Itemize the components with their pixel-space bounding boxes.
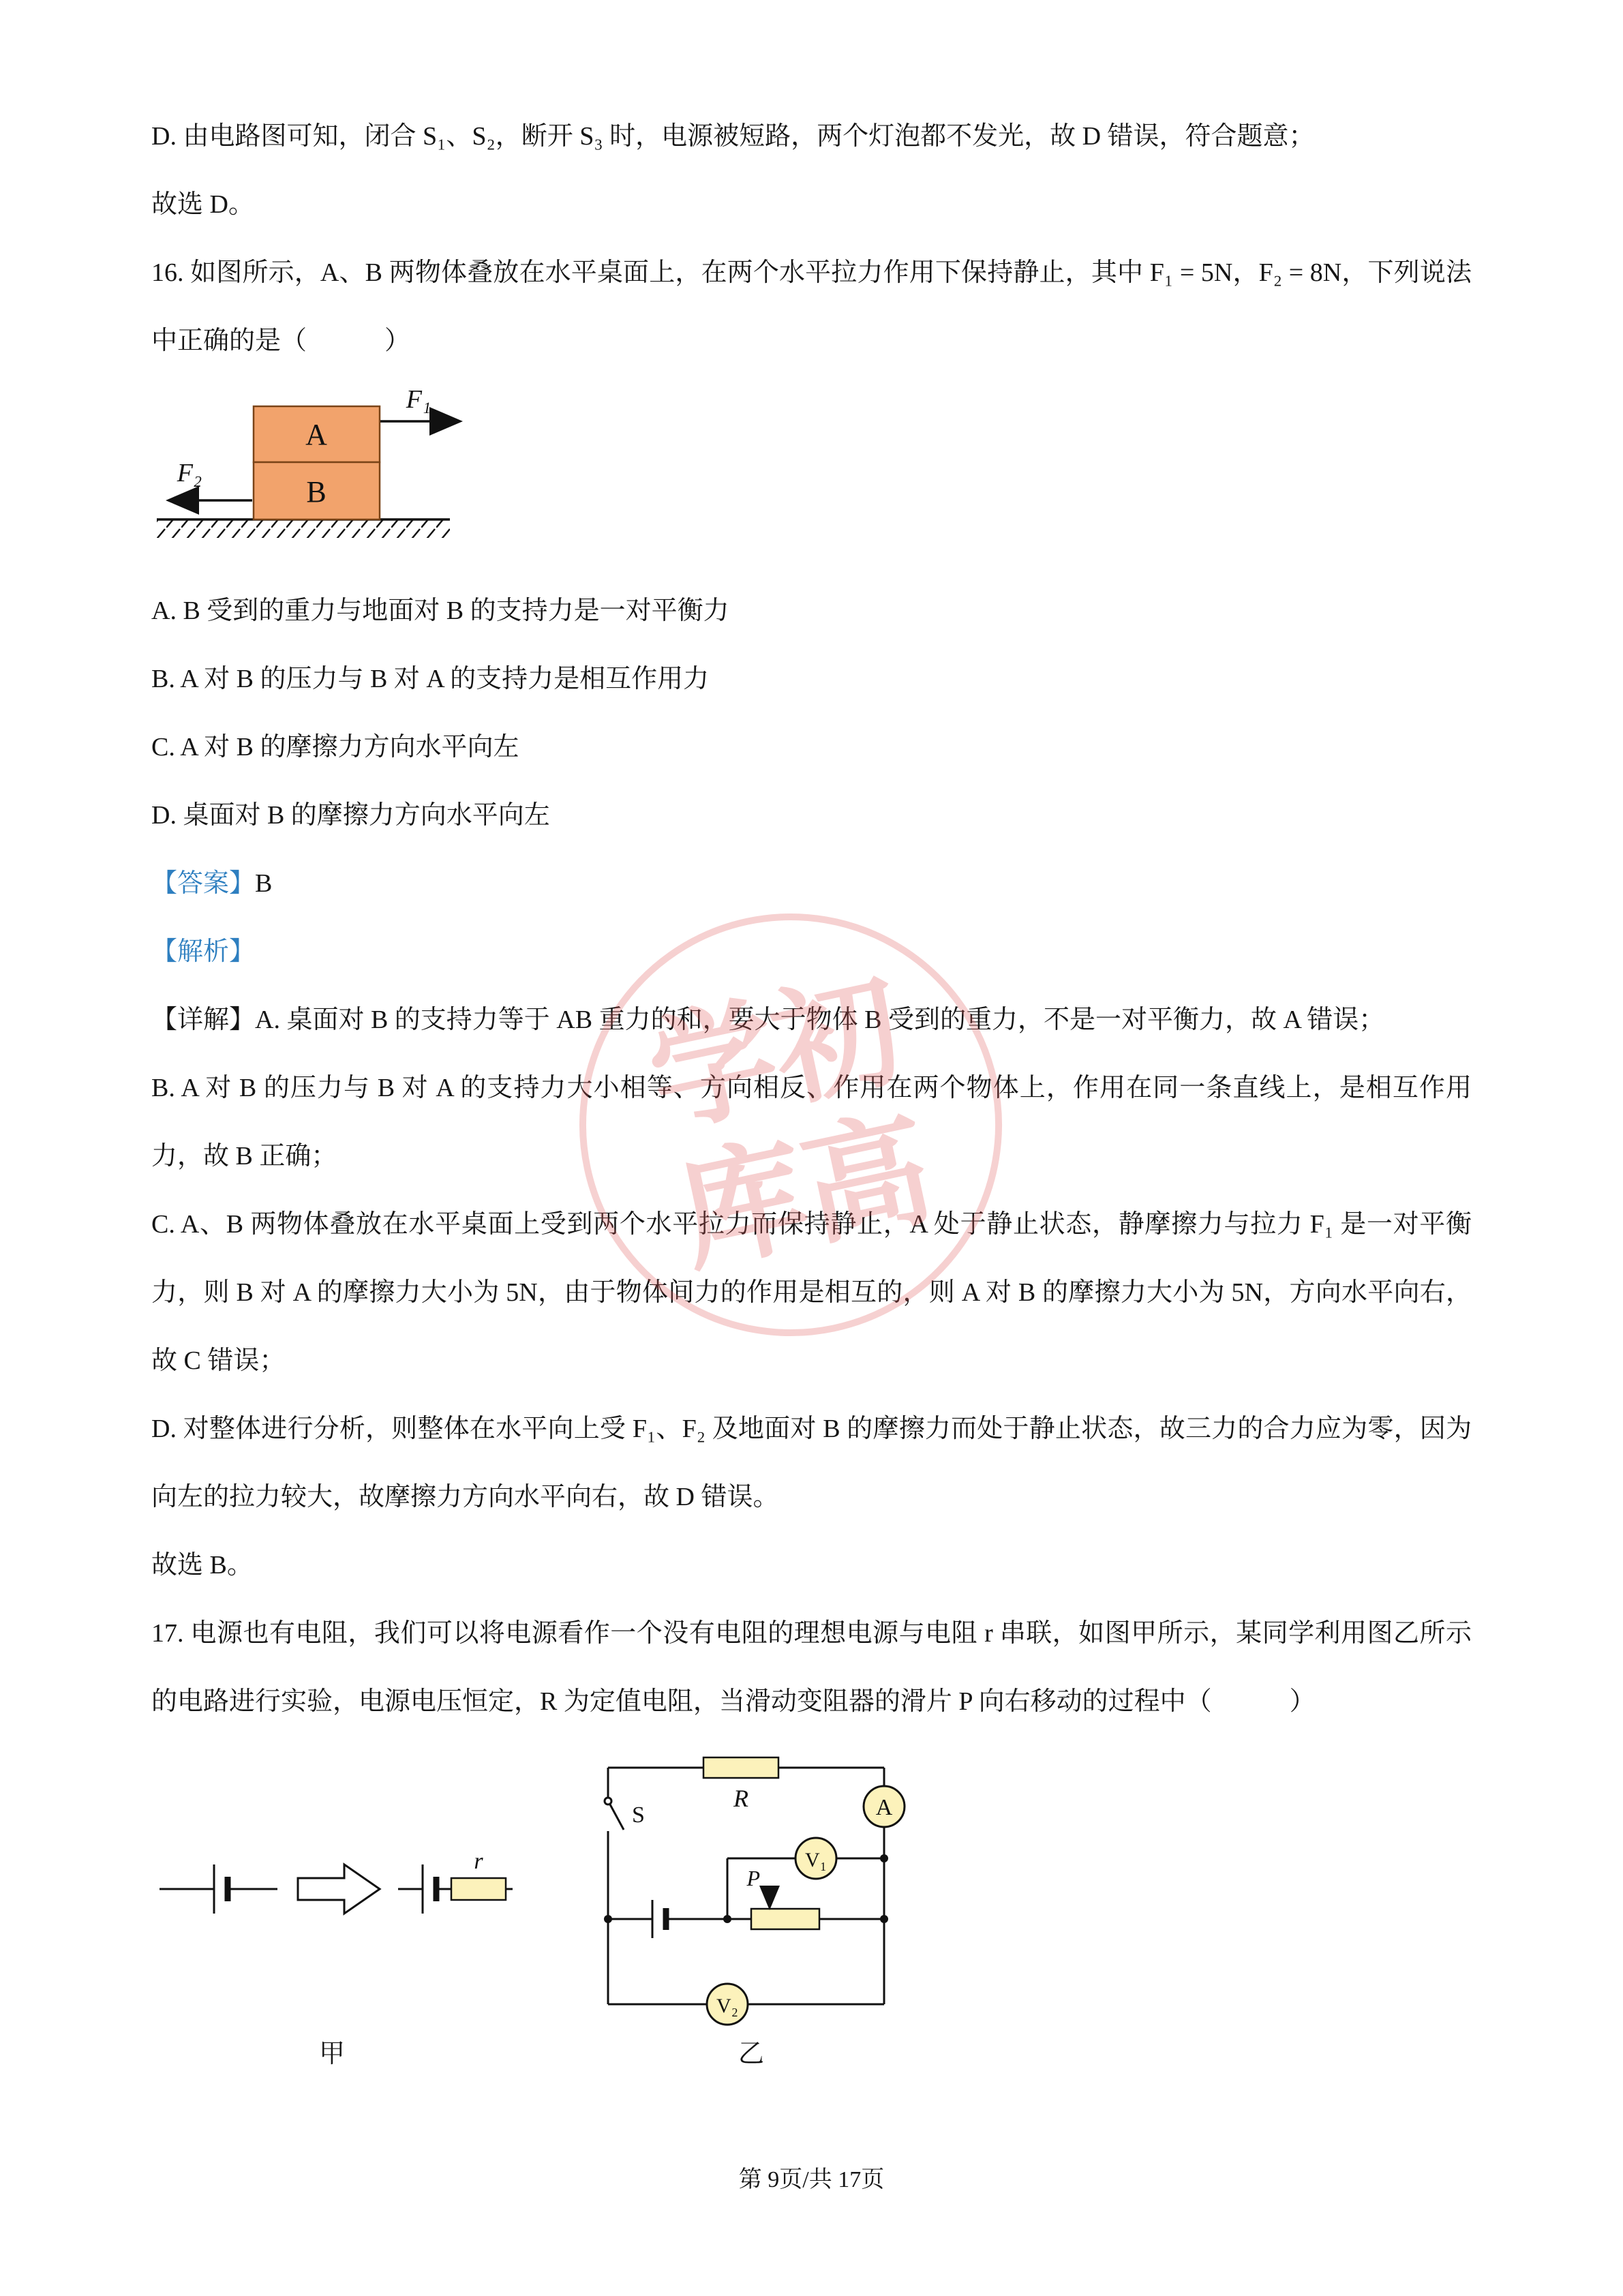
force-f1-label: F₁	[406, 386, 431, 414]
page-footer	[151, 2154, 1472, 2296]
watermark-line2: 库高	[667, 1099, 943, 1288]
q16-option-a: A. B 受到的重力与地面对 B 的支持力是一对平衡力	[151, 596, 729, 625]
ammeter-label: A	[875, 1795, 893, 1820]
slider-label: P	[746, 1866, 760, 1890]
analysis-label: 【解析】	[151, 937, 256, 966]
q15-conclusion: 故选 D。	[151, 190, 254, 219]
battery-with-internal-resistance	[398, 1849, 513, 1914]
q16-blocks-diagram	[151, 386, 479, 567]
answer-label: 【答案】	[151, 869, 256, 898]
q16-detail-a	[151, 986, 1472, 1054]
q16-answer-line	[151, 849, 1472, 918]
detail-a-text: A. 桌面对 B 的支持力等于 AB 重力的和，要大于物体 B 受到的重力，不是一对平衡力，故 A 错误；	[255, 1006, 1385, 1034]
voltmeter1-label: V₁	[804, 1849, 828, 1871]
q16-figure	[151, 386, 1472, 570]
page-number: 第 9页/共 17页	[738, 2167, 885, 2192]
figure-yi-caption: 乙	[738, 2040, 764, 2068]
voltmeter2-label: V₂	[716, 1995, 739, 2017]
junction-dot	[604, 1915, 612, 1923]
block-a-label: A	[305, 418, 327, 451]
q16-stem: 16. 如图所示，A、B 两物体叠放在水平桌面上，在两个水平拉力作用下保持静止，其中 F₁ = 5N，F₂ = 8N，下列说法中正确的是（ ）	[151, 258, 1472, 355]
junction-dot	[723, 1915, 731, 1923]
watermark-line1: 学初	[637, 960, 914, 1150]
junction-dot	[880, 1915, 888, 1923]
equivalence-arrow-icon	[298, 1864, 380, 1914]
battery-icon	[160, 1864, 277, 1914]
q16-detail-d: D. 对整体进行分析，则整体在水平向上受 F₁、F₂ 及地面对 B 的摩擦力而处于静止状态，故三力的合力应为零，因为向左的拉力较大，故摩擦力方向水平向右，故 D 错误。	[151, 1415, 1472, 1511]
q17-source-model-diagram	[151, 1829, 513, 1948]
switch-label: S	[632, 1802, 645, 1828]
switch-terminal	[605, 1798, 611, 1804]
q16-option-d: D. 桌面对 B 的摩擦力方向水平向左	[151, 801, 550, 830]
q17-stem: 17. 电源也有电阻，我们可以将电源看作一个没有电阻的理想电源与电阻 r 串联，如图甲所示，某同学利用图乙所示的电路进行实验，电源电压恒定，R 为定值电阻，当滑动变阻器的滑片 P 向右移动的过程中（ ）	[151, 1619, 1472, 1716]
q16-analysis-label-line	[151, 918, 1472, 986]
ground-hatching	[157, 520, 450, 538]
q16-option-b: B. A 对 B 的压力与 B 对 A 的支持力是相互作用力	[151, 665, 710, 693]
rheostat	[751, 1909, 819, 1929]
q17-figure-jia	[151, 1751, 513, 2070]
figure-jia-caption: 甲	[318, 2040, 345, 2068]
q16-option-c: C. A 对 B 的摩擦力方向水平向左	[151, 733, 519, 761]
q17-circuit-diagram	[591, 1751, 911, 2027]
resistor-R	[703, 1757, 778, 1778]
battery-icon	[652, 1900, 666, 1938]
force-f2-label: F₂	[177, 459, 202, 487]
q17-figures-row	[151, 1751, 1472, 2070]
block-b-label: B	[306, 475, 327, 509]
q17-figure-yi	[591, 1751, 911, 2070]
detail-label: 【详解】	[151, 1006, 256, 1034]
switch-blade-icon	[610, 1804, 624, 1830]
q16-conclusion: 故选 B。	[151, 1551, 253, 1580]
internal-resistor	[451, 1878, 506, 1900]
q16-detail-c: C. A、B 两物体叠放在水平桌面上受到两个水平拉力而保持静止，A 处于静止状态，静摩擦力与拉力 F₁ 是一对平衡力，则 B 对 A 的摩擦力大小为 5N，由于物体间力的作用是相互的，则 A 对 B 的摩擦力大小为 5N，方向水平向右，故 C 错误；	[151, 1210, 1472, 1375]
junction-dot	[880, 1854, 888, 1862]
q15-option-d-analysis: D. 由电路图可知，闭合 S₁、S₂，断开 S₃ 时，电源被短路，两个灯泡都不发光，故 D 错误，符合题意；	[151, 122, 1315, 151]
resistor-R-label: R	[733, 1785, 748, 1812]
answer-value: B	[255, 869, 273, 898]
internal-resistor-label: r	[474, 1849, 483, 1874]
q16-detail-b: B. A 对 B 的压力与 B 对 A 的支持力大小相等、方向相反、作用在两个物体上，作用在同一条直线上，是相互作用力，故 B 正确；	[151, 1074, 1472, 1170]
